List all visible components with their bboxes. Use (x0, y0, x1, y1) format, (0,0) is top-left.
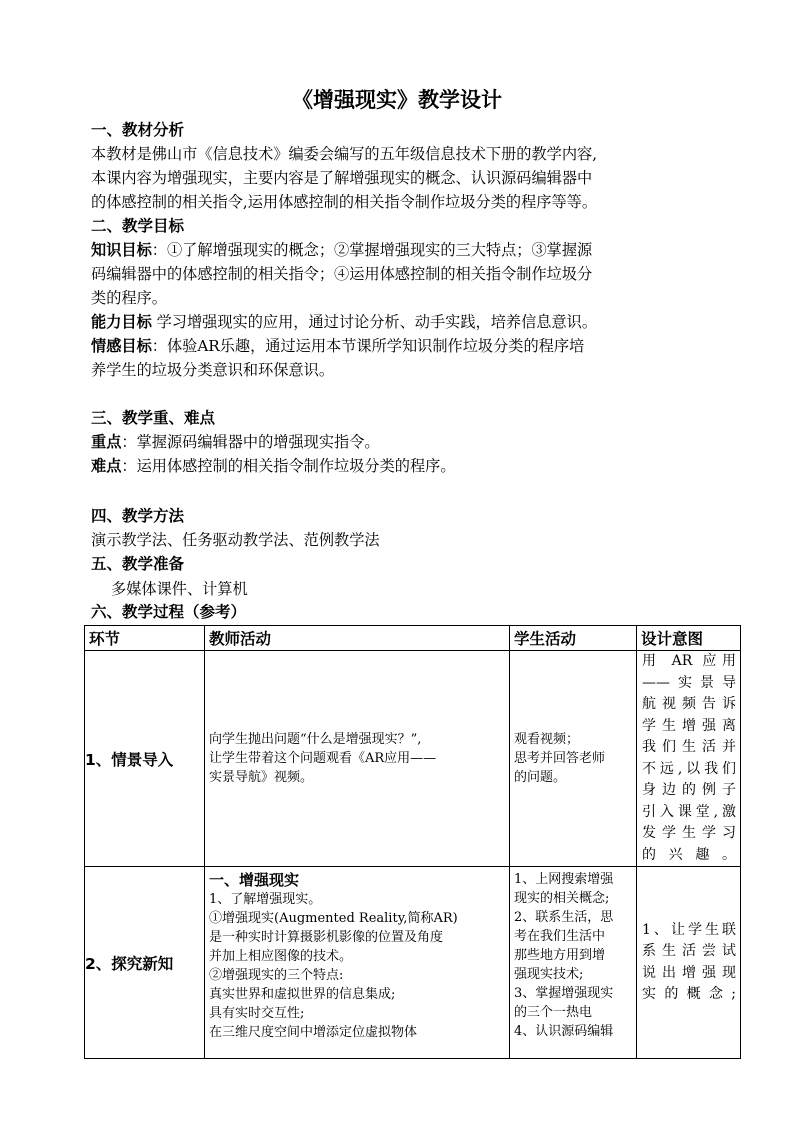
text-line: 引入课堂,激 (642, 803, 736, 820)
text-line: 并加上相应图像的技术。 (209, 949, 353, 964)
section-heading-key-points: 三、教学重、难点 (91, 409, 216, 427)
paragraph-line: 类的程序。 (91, 289, 167, 307)
ability-text: 学习增强现实的应用，通过讨论分析、动手实践，培养信息意识。 (151, 313, 598, 331)
emotion-text: ：体验AR乐趣，通过运用本节课所学知识制作垃圾分类的程序培 (151, 337, 585, 355)
text-line: 我们生活并 (642, 739, 736, 755)
paragraph-line: 本课内容为增强现实，主要内容是了解增强现实的概念、认识源码编辑器中 (91, 169, 593, 187)
text-line: ——实景导 (642, 674, 736, 691)
text-line: 3、掌握增强现实 (514, 986, 614, 1001)
text-line: 现实的相关概念; (514, 891, 610, 906)
header-stage: 环节 (85, 626, 205, 651)
knowledge-objective (91, 238, 711, 262)
difficulty-text: ：运用体感控制的相关指令制作垃圾分类的程序。 (121, 457, 456, 475)
text-line: 1、让学生联 (642, 921, 736, 938)
key-label: 重点 (91, 433, 122, 451)
knowledge-label: 知识目标 (91, 241, 152, 259)
stage-cell: 1、情景导入 (85, 651, 205, 867)
header-design-intent: 设计意图 (637, 626, 741, 651)
ability-objective (91, 310, 711, 334)
document-title: 《增强现实》教学设计 (292, 88, 502, 112)
text-line: ①增强现实(Augmented Reality,简称AR) (209, 911, 458, 926)
methods-text: 演示教学法、任务驱动教学法、范例教学法 (91, 531, 380, 549)
design-intent-cell (637, 867, 741, 1059)
section-heading-textbook-analysis: 一、教材分析 (91, 121, 185, 139)
knowledge-text: ：①了解增强现实的概念；②掌握增强现实的三大特点；③掌握源 (151, 241, 593, 259)
paragraph-line: 码编辑器中的体感控制的相关指令；④运用体感控制的相关指令制作垃圾分 (91, 265, 593, 283)
text-line: 系生活尝试 (642, 943, 736, 959)
text-line: 强现实技术; (514, 967, 584, 982)
header-student-activity: 学生活动 (510, 626, 637, 651)
emotion-objective (91, 334, 711, 358)
table-row (85, 651, 741, 867)
emotion-label: 情感目标 (91, 337, 152, 355)
key-point (91, 430, 711, 454)
text-line: 是一种实时计算摄影机影像的位置及角度 (209, 930, 444, 945)
text-line: 思考并回答老师 (514, 751, 606, 766)
text-line: 说出增强现 (642, 964, 736, 981)
text-line: 向学生抛出问题“什么是增强现实？”, (209, 732, 422, 747)
text-line: 在三维尺度空间中增添定位虚拟物体 (209, 1025, 418, 1040)
difficulty-point (91, 454, 711, 478)
teaching-process-table (84, 625, 741, 1059)
text-line: 航视频告诉 (642, 696, 736, 712)
text-line: 4、认识源码编辑 (514, 1024, 614, 1039)
text-line: 那些地方用到增 (514, 948, 606, 963)
student-activity-cell (510, 867, 637, 1059)
text-line: 实景导航》视频。 (209, 770, 314, 785)
text-line: 考在我们生活中 (514, 929, 606, 944)
text-line: 让学生带着这个问题观看《AR应用—— (209, 751, 437, 766)
text-line: 身边的例子 (642, 782, 736, 798)
section-heading-process: 六、教学过程（参考） (91, 603, 247, 621)
text-line: 2、联系生活，思 (514, 910, 614, 925)
text-line: 的兴趣。 (642, 846, 736, 863)
text-line: 具有实时交互性; (209, 1006, 305, 1021)
difficulty-label: 难点 (91, 457, 122, 475)
text-line: 不远,以我们 (642, 760, 736, 777)
text-line: 学生增强离 (642, 717, 736, 734)
table-row (85, 867, 741, 1059)
text-line: 1、上网搜索增强 (514, 872, 614, 887)
section-heading-objectives: 二、教学目标 (91, 217, 185, 235)
text-line: 真实世界和虚拟世界的信息集成; (209, 987, 396, 1002)
paragraph-line: 养学生的垃圾分类意识和环保意识。 (91, 361, 334, 379)
text-line: 1、了解增强现实。 (209, 892, 322, 907)
text-line: 的三个一热电 (514, 1005, 593, 1020)
teacher-activity-cell (205, 651, 510, 867)
section-heading-methods: 四、教学方法 (91, 507, 185, 525)
table-header-row (85, 626, 741, 651)
section-heading-preparation: 五、教学准备 (91, 555, 185, 573)
text-line: 实的概念; (642, 986, 736, 1002)
key-text: ：掌握源码编辑器中的增强现实指令。 (121, 433, 380, 451)
teacher-activity-cell (205, 867, 510, 1059)
stage-cell: 2、探究新知 (85, 867, 205, 1059)
teacher-section-heading: 一、增强现实 (209, 871, 300, 889)
preparation-text: 多媒体课件、计算机 (111, 580, 248, 598)
text-line: 用 AR 应用 (642, 653, 736, 669)
header-teacher-activity: 教师活动 (205, 626, 510, 651)
student-activity-cell (510, 651, 637, 867)
ability-label: 能力目标 (91, 313, 152, 331)
paragraph-line: 本教材是佛山市《信息技术》编委会编写的五年级信息技术下册的教学内容, (91, 145, 598, 163)
text-line: 观看视频； (514, 732, 580, 747)
paragraph-line: 的体感控制的相关指令,运用体感控制的相关指令制作垃圾分类的程序等等。 (91, 193, 598, 211)
text-line: 发学生学习 (642, 825, 736, 841)
text-line: 的问题。 (514, 770, 567, 785)
text-line: ②增强现实的三个特点: (209, 968, 344, 983)
design-intent-cell (637, 651, 741, 867)
